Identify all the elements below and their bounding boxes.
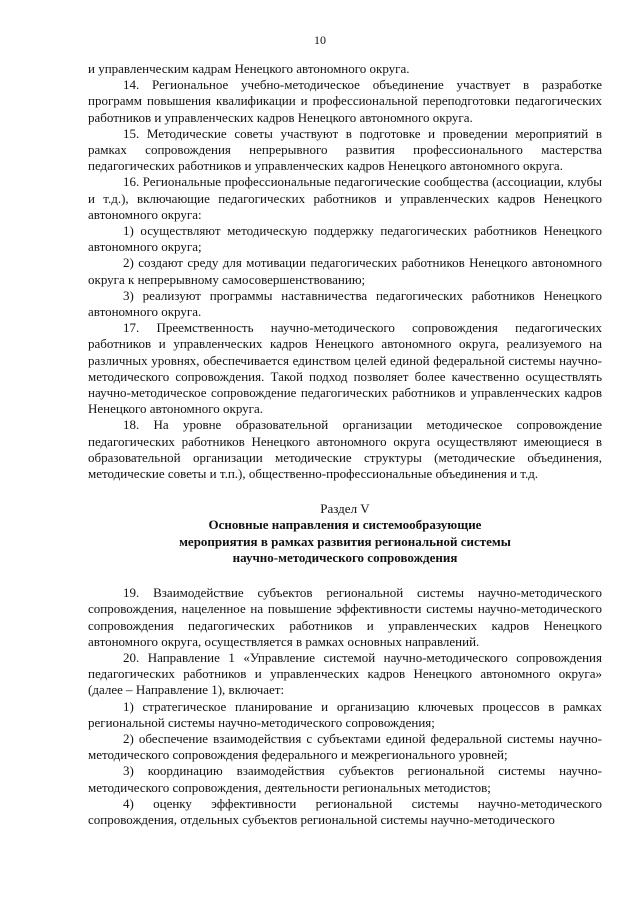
paragraphs-after (88, 585, 602, 828)
paragraph: 15. Методические советы участвуют в подготовке и проведении мероприятий в рамках сопровождения непрерывного развития профессионального мастерства педагогических работников и управленческих кадров Ненецкого автономного округа. (88, 125, 602, 174)
page-number: 10 (314, 33, 326, 47)
paragraph: 1) осуществляют методическую поддержку педагогических работников Ненецкого автономного округа; (88, 223, 602, 255)
paragraph: 3) реализуют программы наставничества педагогических работников Ненецкого автономного округа. (88, 287, 602, 320)
paragraph: 19. Взаимодействие субъектов региональной системы научно-методического сопровождения, нацеленное на повышение эффективности системы научно-методического сопровождения педагогических работников и управленческих кадров Ненецкого автономного округа, осуществляется в рамках основных направлений. (88, 585, 602, 649)
paragraph: 2) обеспечение взаимодействия с субъектами единой федеральной системы научно-методического сопровождения федерального и межрегионального уровней; (88, 730, 602, 763)
paragraph: 2) создают среду для мотивации педагогических работников Ненецкого автономного округа к непрерывному самосовершенствованию; (88, 255, 602, 287)
paragraph: 1) стратегическое планирование и организацию ключевых процессов в рамках региональной системы научно-методического сопровождения; (88, 698, 602, 730)
section-title-line-1: Основные направления и системообразующие (208, 517, 482, 533)
paragraph: и управленческим кадрам Ненецкого автономного округа. (88, 61, 410, 76)
paragraph: 14. Региональное учебно-методическое объединение участвует в разработке программ повышения квалификации и профессиональной переподготовки педагогических работников и управленческих кадров Ненецкого автономного округа. (88, 77, 602, 125)
paragraph: 3) координацию взаимодействия субъектов региональной системы научно-методического сопровождения, деятельности региональных методистов; (88, 763, 602, 795)
paragraph: 20. Направление 1 «Управление системой научно-методического сопровождения педагогических работников и управленческих кадров Ненецкого автономного округа» (далее – Направление 1), включает: (88, 649, 602, 698)
section-title-line-3: научно-методического сопровождения (232, 549, 458, 565)
paragraph: 17. Преемственность научно-методического сопровождения педагогических работников и управленческих кадров Ненецкого автономного округа, реализуемого на различных уровнях, обеспечивается единством целей единой федеральной системы научно-методического сопровождения. Такой подход позволяет более качественно осуществлять научно-методическое сопровождение педагогических работников и управленческих кадров Ненецкого автономного округа. (88, 320, 602, 417)
paragraph: 4) оценку эффективности региональной системы научно-методического сопровождения, отдельных субъектов региональной системы научно-методического (88, 795, 602, 827)
paragraph: 18. На уровне образовательной организации методическое сопровождение педагогических работников Ненецкого автономного округа осуществляют имеющиеся в образовательной организации методические структуры (методические объединения, методические советы и т.п.), общественно-профессиональные объединения и т.д. (88, 417, 602, 482)
section-heading (88, 501, 602, 566)
paragraph: 16. Региональные профессиональные педагогические сообщества (ассоциации, клубы и т.д.), включающие педагогических работников и управленческих кадров Ненецкого автономного округа: (88, 174, 602, 222)
paragraphs-before (88, 61, 602, 482)
document-body (88, 61, 602, 828)
section-number: Раздел V (320, 501, 370, 517)
section-title-line-2: мероприятия в рамках развития региональной системы (179, 533, 511, 549)
